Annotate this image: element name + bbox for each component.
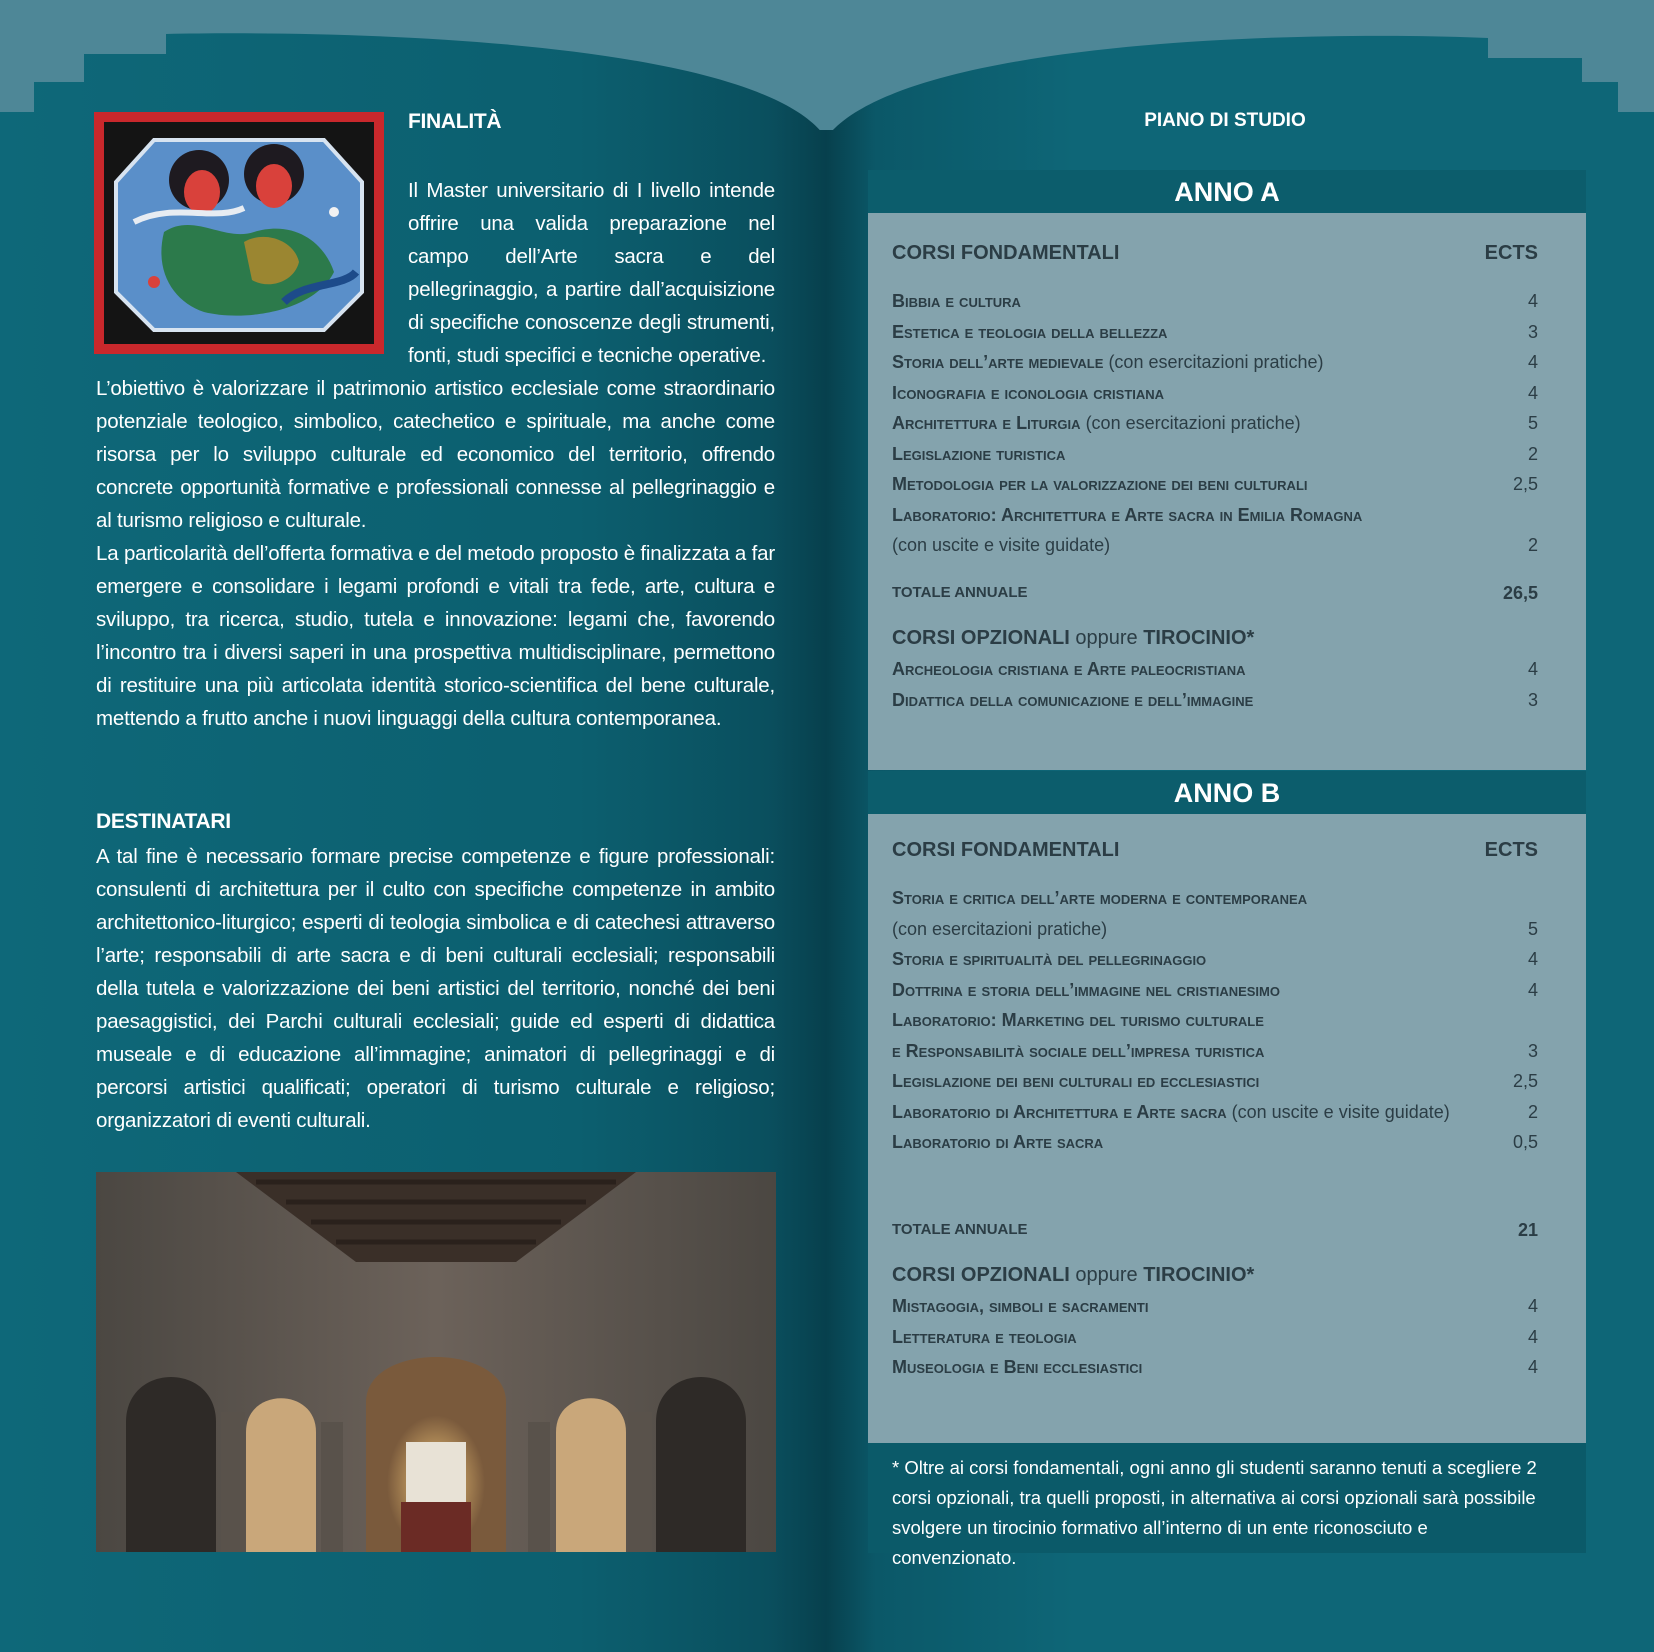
optional-course-ects: 4 xyxy=(1527,1357,1538,1377)
course-ects: 0,5 xyxy=(1512,1132,1538,1152)
totale-value: 21 xyxy=(1517,1220,1538,1240)
course-ects: 3 xyxy=(1527,1041,1538,1061)
course-name: Laboratorio di Architettura e Arte sacra xyxy=(892,1102,1227,1122)
course-ects: 2 xyxy=(1527,535,1538,555)
course-row xyxy=(892,1099,1538,1125)
opzionali-row xyxy=(892,1262,1538,1288)
course-note: (con uscite e visite guidate) xyxy=(892,535,1111,555)
course-row xyxy=(892,1129,1538,1155)
ects-label: ECTS xyxy=(1484,839,1538,861)
course-ects: 4 xyxy=(1527,383,1538,403)
course-row xyxy=(892,1068,1538,1094)
course-ects: 4 xyxy=(1527,980,1538,1000)
totale-label: TOTALE ANNUALE xyxy=(892,1221,1028,1238)
optional-course-name: Mistagogia, simboli e sacramenti xyxy=(892,1296,1149,1316)
course-name: Laboratorio: Marketing del turismo culturale xyxy=(892,1010,1264,1030)
optional-course-row xyxy=(892,1324,1538,1350)
optional-course-ects: 4 xyxy=(1527,659,1538,679)
anno-a-panel xyxy=(868,170,1586,770)
piano-di-studio-title: PIANO DI STUDIO xyxy=(1144,110,1306,131)
course-ects: 2 xyxy=(1527,444,1538,464)
course-row xyxy=(892,441,1538,467)
optional-course-ects: 3 xyxy=(1527,690,1538,710)
course-row xyxy=(892,532,1538,558)
fondamentali-label: CORSI FONDAMENTALI xyxy=(892,242,1120,264)
course-name: Iconografia e iconologia cristiana xyxy=(892,383,1165,403)
course-name: Laboratorio di Arte sacra xyxy=(892,1132,1104,1152)
opzionali-label: CORSI OPZIONALI xyxy=(892,627,1070,649)
course-note: (con uscite e visite guidate) xyxy=(1231,1102,1450,1122)
course-name: Metodologia per la valorizzazione dei beni culturali xyxy=(892,474,1308,494)
church-interior-photo xyxy=(96,1172,776,1552)
book-top-edge xyxy=(0,0,1654,130)
course-ects: 2,5 xyxy=(1512,474,1538,494)
destinatari-body xyxy=(96,840,775,1137)
course-row xyxy=(892,410,1538,436)
course-name: Bibbia e cultura xyxy=(892,291,1021,311)
finalita-paragraph-1: Il Master universitario di I livello intende offrire una valida preparazione nel campo dell’Arte sacra e del pellegrinaggio, a partire dall’acquisizione di specifiche conoscenze degli strumenti, fonti, studi specifici e tecniche operative. xyxy=(408,179,775,367)
course-name: Legislazione turistica xyxy=(892,444,1066,464)
optional-course-name: Letteratura e teologia xyxy=(892,1327,1077,1347)
optional-course-row xyxy=(892,687,1538,713)
course-row xyxy=(892,319,1538,345)
finalita-intro xyxy=(408,174,775,372)
anno-b-heading: ANNO B xyxy=(868,771,1586,814)
course-ects: 5 xyxy=(1527,413,1538,433)
ects-label: ECTS xyxy=(1484,242,1538,264)
destinatari-heading: DESTINATARI xyxy=(96,810,231,833)
optional-course-ects: 4 xyxy=(1527,1296,1538,1316)
painting-art xyxy=(94,112,384,354)
finalita-heading: FINALITÀ xyxy=(408,110,502,133)
optional-course-ects: 4 xyxy=(1527,1327,1538,1347)
optional-course-row xyxy=(892,1293,1538,1319)
course-name: Estetica e teologia della bellezza xyxy=(892,322,1168,342)
course-name: Storia e spiritualità del pellegrinaggio xyxy=(892,949,1207,969)
tirocinio-label: TIROCINIO* xyxy=(1143,1264,1255,1286)
fondamentali-label: CORSI FONDAMENTALI xyxy=(892,839,1120,861)
optional-course-name: Didattica della comunicazione e dell’immagine xyxy=(892,690,1254,710)
course-name: Storia e critica dell’arte moderna e contemporanea xyxy=(892,888,1308,908)
course-row xyxy=(892,349,1538,375)
course-name: Legislazione dei beni culturali ed ecclesiastici xyxy=(892,1071,1260,1091)
course-name: Laboratorio: Architettura e Arte sacra in Emilia Romagna xyxy=(892,505,1363,525)
course-name: e Responsabilità sociale dell’impresa turistica xyxy=(892,1041,1265,1061)
course-row xyxy=(892,1038,1538,1064)
course-ects: 2 xyxy=(1527,1102,1538,1122)
opzionali-label: CORSI OPZIONALI xyxy=(892,1264,1070,1286)
painting-image xyxy=(94,112,384,354)
course-ects: 5 xyxy=(1527,919,1538,939)
course-ects: 4 xyxy=(1527,949,1538,969)
course-row xyxy=(892,946,1538,972)
finalita-body xyxy=(96,372,775,735)
finalita-paragraph-2: L’obiettivo è valorizzare il patrimonio artistico ecclesiale come straordinario potenziale teologico, simbolico, catechetico e spirituale, ma anche come risorsa per lo sviluppo culturale ed economico del territorio, offrendo concrete opportunità formative e professionali connesse al pellegrinaggio e al turismo religioso e culturale. xyxy=(96,377,775,532)
destinatari-paragraph: A tal fine è necessario formare precise competenze e figure professionali: consulenti di architettura per il culto con specifiche competenze in ambito architettonico-liturgico; esperti di teologia simbolica e di catechesi attraverso l’arte; responsabili di arte sacra e di beni culturali ecclesiali; responsabili della tutela e valorizzazione dei beni artistici del territorio, nonché dei beni paesaggistici, dei Parchi culturali ecclesiali; guide ed esperti di didattica museale e di educazione all’immagine; animatori di pellegrinaggi e di percorsi artistici qualificati; operatori di turismo culturale e religioso; organizzatori di eventi culturali. xyxy=(96,845,775,1132)
optional-course-row xyxy=(892,1354,1538,1380)
course-ects: 2,5 xyxy=(1512,1071,1538,1091)
tirocinio-label: TIROCINIO* xyxy=(1143,627,1255,649)
church-photo-art xyxy=(96,1172,776,1552)
totale-row xyxy=(892,1217,1538,1243)
finalita-paragraph-3: La particolarità dell’offerta formativa e del metodo proposto è finalizzata a far emergere e consolidare i legami profondi e vitali tra fede, arte, cultura e sviluppo, tra ricerca, studio, tutela e innovazione: legami che, favorendo l’incontro tra i diversi saperi in una prospettiva multidisciplinare, permettono di restituire una più articolata identità storico-scientifica del bene culturale, mettendo a frutto anche i nuovi linguaggi della cultura contemporanea. xyxy=(96,542,775,730)
course-ects: 3 xyxy=(1527,322,1538,342)
course-row xyxy=(892,380,1538,406)
course-note: (con esercitazioni pratiche) xyxy=(1108,352,1324,372)
anno-a-header-row xyxy=(892,240,1538,266)
course-name: Dottrina e storia dell’immagine nel cristianesimo xyxy=(892,980,1280,1000)
course-name: Architettura e Liturgia xyxy=(892,413,1081,433)
oppure-text: oppure xyxy=(1075,1264,1138,1286)
course-row xyxy=(892,288,1538,314)
opzionali-row xyxy=(892,625,1538,651)
course-note: (con esercitazioni pratiche) xyxy=(1085,413,1301,433)
optional-course-name: Museologia e Beni ecclesiastici xyxy=(892,1357,1143,1377)
oppure-text: oppure xyxy=(1075,627,1138,649)
totale-label: TOTALE ANNUALE xyxy=(892,584,1028,601)
totale-value: 26,5 xyxy=(1502,583,1538,603)
course-note: (con esercitazioni pratiche) xyxy=(892,919,1108,939)
course-ects: 4 xyxy=(1527,291,1538,311)
optional-course-row xyxy=(892,656,1538,682)
course-row xyxy=(892,977,1538,1003)
course-name: Storia dell’arte medievale xyxy=(892,352,1104,372)
course-row xyxy=(892,471,1538,497)
course-row xyxy=(892,916,1538,942)
course-row xyxy=(892,885,1538,911)
anno-b-header-row xyxy=(892,837,1538,863)
anno-a-heading: ANNO A xyxy=(868,170,1586,213)
totale-row xyxy=(892,580,1538,606)
course-row xyxy=(892,1007,1538,1033)
course-row xyxy=(892,502,1538,528)
course-ects: 4 xyxy=(1527,352,1538,372)
optional-course-name: Archeologia cristiana e Arte paleocristiana xyxy=(892,659,1246,679)
footnote: * Oltre ai corsi fondamentali, ogni anno gli studenti saranno tenuti a scegliere 2 corsi opzionali, tra quelli proposti, in alternativa ai corsi opzionali sarà possibile svolgere un tirocinio formativo all’interno di un ente riconosciuto e convenzionato. xyxy=(868,1443,1586,1553)
anno-b-panel xyxy=(868,771,1586,1443)
